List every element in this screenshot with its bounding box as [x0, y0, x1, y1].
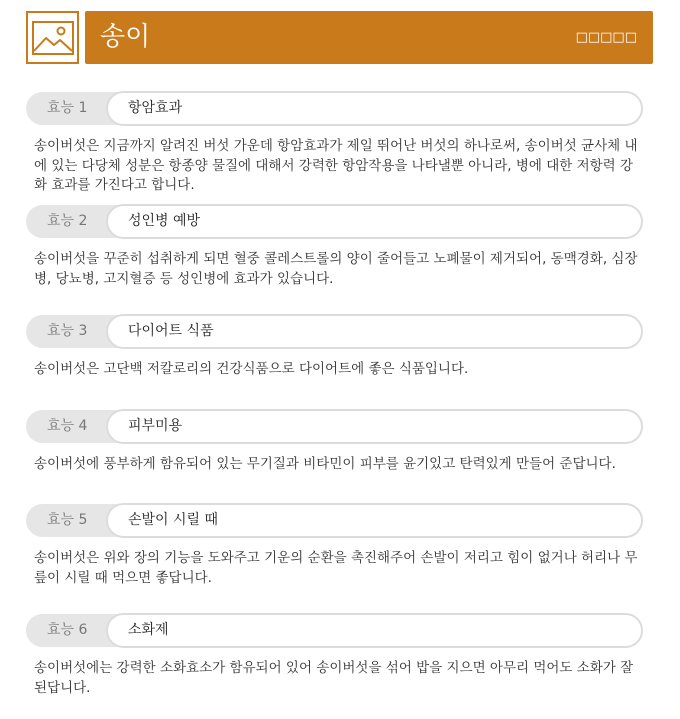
- effect-section-5: [26, 503, 646, 588]
- title-decoration: □□□□□: [575, 30, 637, 45]
- effect-section-3: [26, 314, 646, 380]
- effect-description: 송이버섯을 꾸준히 섭취하게 되면 혈중 콜레스트롤의 양이 줄어들고 노폐물이 제거되어, 동맥경화, 심장병, 당뇨병, 고지혈증 등 성인병에 효과가 있습니다.: [34, 251, 638, 287]
- effect-badge: 효능 3: [26, 315, 136, 348]
- page-header: [26, 10, 653, 65]
- effect-badge: 효능 5: [26, 504, 136, 537]
- effect-section-4: [26, 409, 646, 475]
- title-bar: [85, 11, 653, 64]
- effect-name: 소화제: [106, 613, 643, 648]
- effect-name: 손발이 시릴 때: [106, 503, 643, 538]
- effect-name: 성인병 예방: [106, 204, 643, 239]
- effect-description: 송이버섯은 지금까지 알려진 버섯 가운데 항암효과가 제일 뛰어난 버섯의 하나로써, 송이버섯 균사체 내에 있는 다당체 성분은 항종양 물질에 대해서 강력한 항암작용을 나타낼뿐 아니라, 병에 대한 저항력 강화 효과를 가진다고 합니다.: [34, 138, 638, 193]
- effect-badge: 효능 4: [26, 410, 136, 443]
- effect-badge: 효능 1: [26, 92, 136, 125]
- page-title: 송이: [100, 22, 151, 52]
- effect-section-1: [26, 91, 646, 196]
- effect-section-2: [26, 204, 646, 289]
- effect-name: 항암효과: [106, 91, 643, 126]
- effect-description: 송이버섯은 위와 장의 기능을 도와주고 기운의 순환을 촉진해주어 손발이 저리고 힘이 없거나 허리나 무릎이 시릴 때 먹으면 좋답니다.: [34, 550, 638, 586]
- effect-section-6: [26, 613, 646, 698]
- image-icon: [26, 11, 79, 64]
- effect-badge: 효능 6: [26, 614, 136, 647]
- effect-name: 다이어트 식품: [106, 314, 643, 349]
- effect-description: 송이버섯은 고단백 저칼로리의 건강식품으로 다이어트에 좋은 식품입니다.: [34, 361, 469, 377]
- effect-description: 송이버섯에 풍부하게 함유되어 있는 무기질과 비타민이 피부를 윤기있고 탄력있게 만들어 준답니다.: [34, 456, 616, 472]
- effect-name: 피부미용: [106, 409, 643, 444]
- effect-description: 송이버섯에는 강력한 소화효소가 함유되어 있어 송이버섯을 섞어 밥을 지으면 아무리 먹어도 소화가 잘 된답니다.: [34, 660, 634, 696]
- effect-badge: 효능 2: [26, 205, 136, 238]
